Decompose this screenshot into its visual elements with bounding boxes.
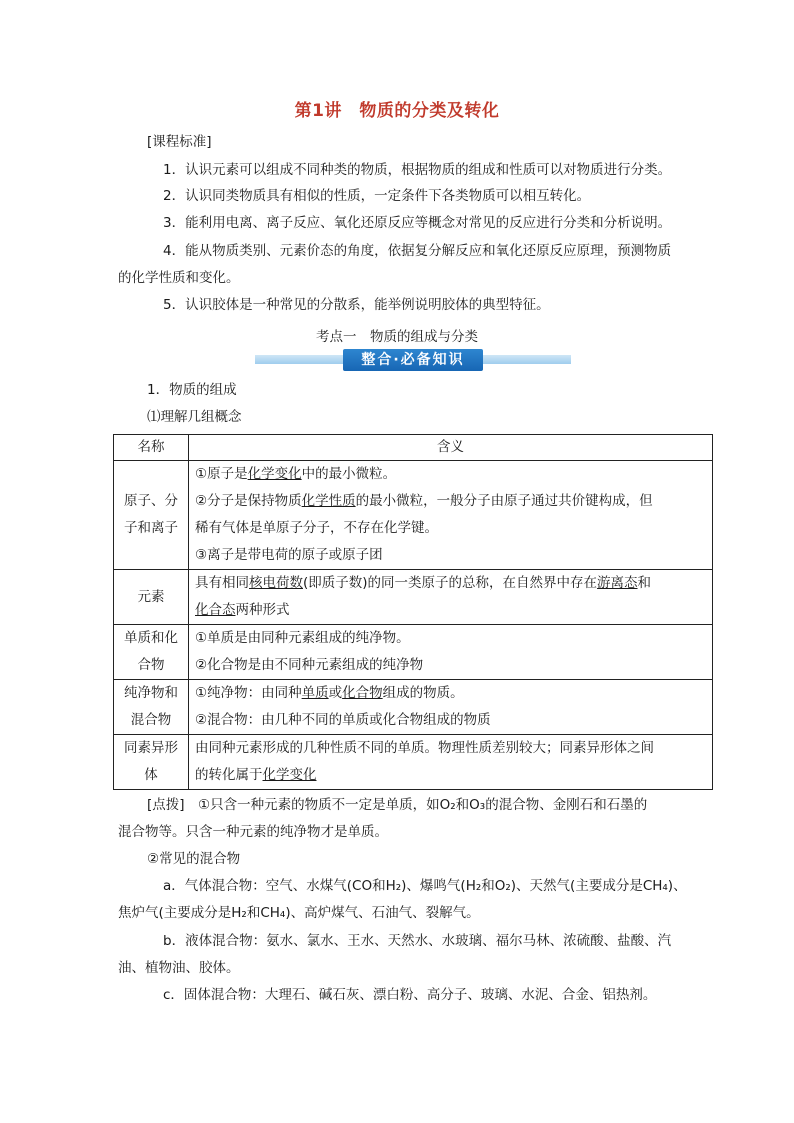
underlined-term: 化学变化 <box>262 767 317 783</box>
text: 具有相同 <box>195 575 249 591</box>
underlined-term: 单质 <box>301 685 329 701</box>
composition-subheading: ⑴理解几组概念 <box>147 409 242 425</box>
text: 组成的物质。 <box>382 685 464 701</box>
table-row <box>114 680 713 735</box>
row-meaning <box>189 461 713 570</box>
liquid-mixtures-1: b．液体混合物：氨水、氯水、王水、天然水、水玻璃、福尔马林、浓硫酸、盐酸、汽 <box>163 933 672 949</box>
standard-item-4-cont: 的化学性质和变化。 <box>118 270 240 286</box>
table-header-row <box>114 435 713 461</box>
tips-line-2: 混合物等。只含一种元素的纯净物才是单质。 <box>118 824 388 840</box>
underlined-term: 化合物 <box>342 685 383 701</box>
text: 两种形式 <box>235 602 290 618</box>
text: ①纯净物：由同种 <box>195 685 302 701</box>
row-name: 纯净物和混合物 <box>114 680 189 735</box>
text: 中的最小微粒。 <box>301 466 397 482</box>
standard-item-1: 1．认识元素可以组成不同种类的物质，根据物质的组成和性质可以对物质进行分类。 <box>163 162 672 178</box>
standard-item-2: 2．认识同类物质具有相似的性质，一定条件下各类物质可以相互转化。 <box>163 188 591 204</box>
liquid-mixtures-2: 油、植物油、胶体。 <box>118 960 240 976</box>
underlined-term: 化学变化 <box>247 466 302 482</box>
header-meaning: 含义 <box>189 435 713 461</box>
text: ②混合物：由几种不同的单质或化合物组成的物质 <box>195 712 491 728</box>
kaodian-title: 考点一 物质的组成与分类 <box>316 329 478 345</box>
text: ③离子是带电荷的原子或原子团 <box>195 547 383 563</box>
standard-item-5: 5．认识胶体是一种常见的分散系，能举例说明胶体的典型特征。 <box>163 297 550 313</box>
text: ②化合物是由不同种元素组成的纯净物 <box>195 657 424 673</box>
underlined-term: 化合态 <box>195 602 236 618</box>
tips-line-1: [点拨] ①只含一种元素的物质不一定是单质，如O₂和O₃的混合物、金刚石和石墨的 <box>147 797 648 813</box>
row-meaning <box>189 735 713 790</box>
text: 或 <box>328 685 343 701</box>
common-mixtures-heading: ②常见的混合物 <box>147 851 241 867</box>
row-name: 同素异形体 <box>114 735 189 790</box>
row-meaning <box>189 680 713 735</box>
text: 稀有气体是单原子分子，不存在化学键。 <box>195 520 438 536</box>
text: ②分子是保持物质 <box>195 493 302 509</box>
gas-mixtures-1: a．气体混合物：空气、水煤气(CO和H₂)、爆鸣气(H₂和O₂)、天然气(主要成分是CH₄)、 <box>163 878 687 894</box>
underlined-term: 游离态 <box>597 575 638 591</box>
table-row <box>114 735 713 790</box>
text: 的转化属于 <box>195 767 263 783</box>
underlined-term: 核电荷数 <box>249 575 303 591</box>
header-name: 名称 <box>114 435 189 461</box>
composition-heading: 1．物质的组成 <box>147 382 237 398</box>
text: ①单质是由同种元素组成的纯净物。 <box>195 630 410 646</box>
standards-heading: [课程标准] <box>147 134 212 150</box>
solid-mixtures: c．固体混合物：大理石、碱石灰、漂白粉、高分子、玻璃、水泥、合金、铝热剂。 <box>163 987 657 1003</box>
standard-item-4: 4．能从物质类别、元素价态的角度，依据复分解反应和氧化还原反应原理，预测物质 <box>163 243 672 259</box>
section-band <box>255 349 571 371</box>
row-meaning <box>189 570 713 625</box>
standard-item-3: 3．能利用电离、离子反应、氧化还原反应等概念对常见的反应进行分类和分析说明。 <box>163 215 672 231</box>
text: 由同种元素形成的几种性质不同的单质。物理性质差别较大；同素异形体之间 <box>195 740 654 756</box>
table-row <box>114 461 713 570</box>
text: (即质子数)的同一类原子的总称，在自然界中存在 <box>303 575 598 591</box>
text: ①原子是 <box>195 466 248 482</box>
row-name: 原子、分子和离子 <box>114 461 189 570</box>
text: 和 <box>637 575 652 591</box>
concepts-table <box>113 434 713 790</box>
lesson-title: 第1讲 物质的分类及转化 <box>294 101 500 121</box>
row-name: 单质和化合物 <box>114 625 189 680</box>
gas-mixtures-2: 焦炉气(主要成分是H₂和CH₄)、高炉煤气、石油气、裂解气。 <box>118 905 480 921</box>
table-row <box>114 625 713 680</box>
row-name: 元素 <box>114 570 189 625</box>
section-band-label: 整合·必备知识 <box>343 349 483 371</box>
table-row <box>114 570 713 625</box>
text: 的最小微粒，一般分子由原子通过共价键构成，但 <box>355 493 653 509</box>
row-meaning <box>189 625 713 680</box>
underlined-term: 化学性质 <box>301 493 356 509</box>
